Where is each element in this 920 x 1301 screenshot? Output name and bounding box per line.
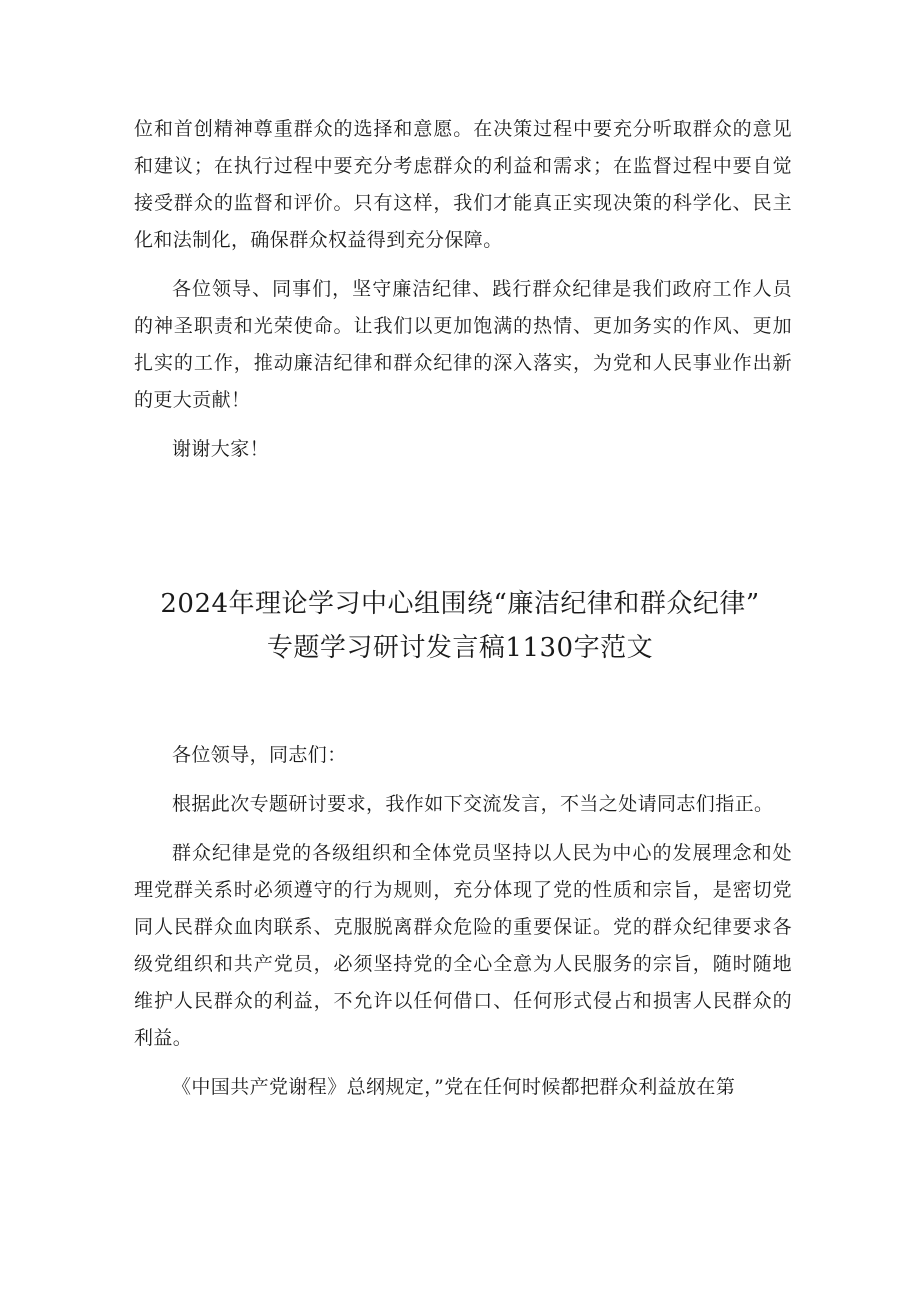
paragraph-salutation: 各位领导，同志们： bbox=[172, 744, 347, 766]
paragraph-closing-remarks: 各位领导、同事们，坚守廉洁纪律、践行群众纪律是我们政府工作人员的神圣职责和光荣使命。让我们以更加饱满的热情、更加务实的作风、更加扎实的工作，推动廉洁纪律和群众纪律的深入落实，为党和人民事业作出新的更大贡献！ bbox=[134, 278, 792, 411]
paragraph-thanks: 谢谢大家！ bbox=[172, 438, 270, 460]
paragraph-mass-discipline: 群众纪律是党的各级组织和全体党员坚持以人民为中心的发展理念和处理党群关系时必须遵守的行为规则，充分体现了党的性质和宗旨，是密切党同人民群众血肉联系、克服脱离群众危险的重要保证。党的群众纪律要求各级党组织和共产党员，必须坚持党的全心全意为人民服务的宗旨，随时随地维护人民群众的利益，不允许以任何借口、任何形式侵占和损害人民群众的利益。 bbox=[134, 842, 792, 1049]
title-line-1: 2024年理论学习中心组围绕“廉洁纪律和群众纪律” bbox=[160, 589, 760, 619]
article-title bbox=[100, 582, 820, 670]
article-body bbox=[134, 737, 792, 1106]
paragraph-party-constitution: 《中国共产党谢程》总纲规定，”党在任何时候都把群众利益放在第 bbox=[172, 1076, 736, 1098]
top-section bbox=[134, 111, 792, 468]
paragraph-intro: 根据此次专题研讨要求，我作如下交流发言，不当之处请同志们指正。 bbox=[172, 793, 774, 815]
title-line-2: 专题学习研讨发言稿1130字范文 bbox=[266, 633, 654, 663]
paragraph-continued: 位和首创精神尊重群众的选择和意愿。在决策过程中要充分听取群众的意见和建议；在执行过程中要充分考虑群众的利益和需求；在监督过程中要自觉接受群众的监督和评价。只有这样，我们才能真正实现决策的科学化、民主化和法制化，确保群众权益得到充分保障。 bbox=[134, 118, 792, 251]
